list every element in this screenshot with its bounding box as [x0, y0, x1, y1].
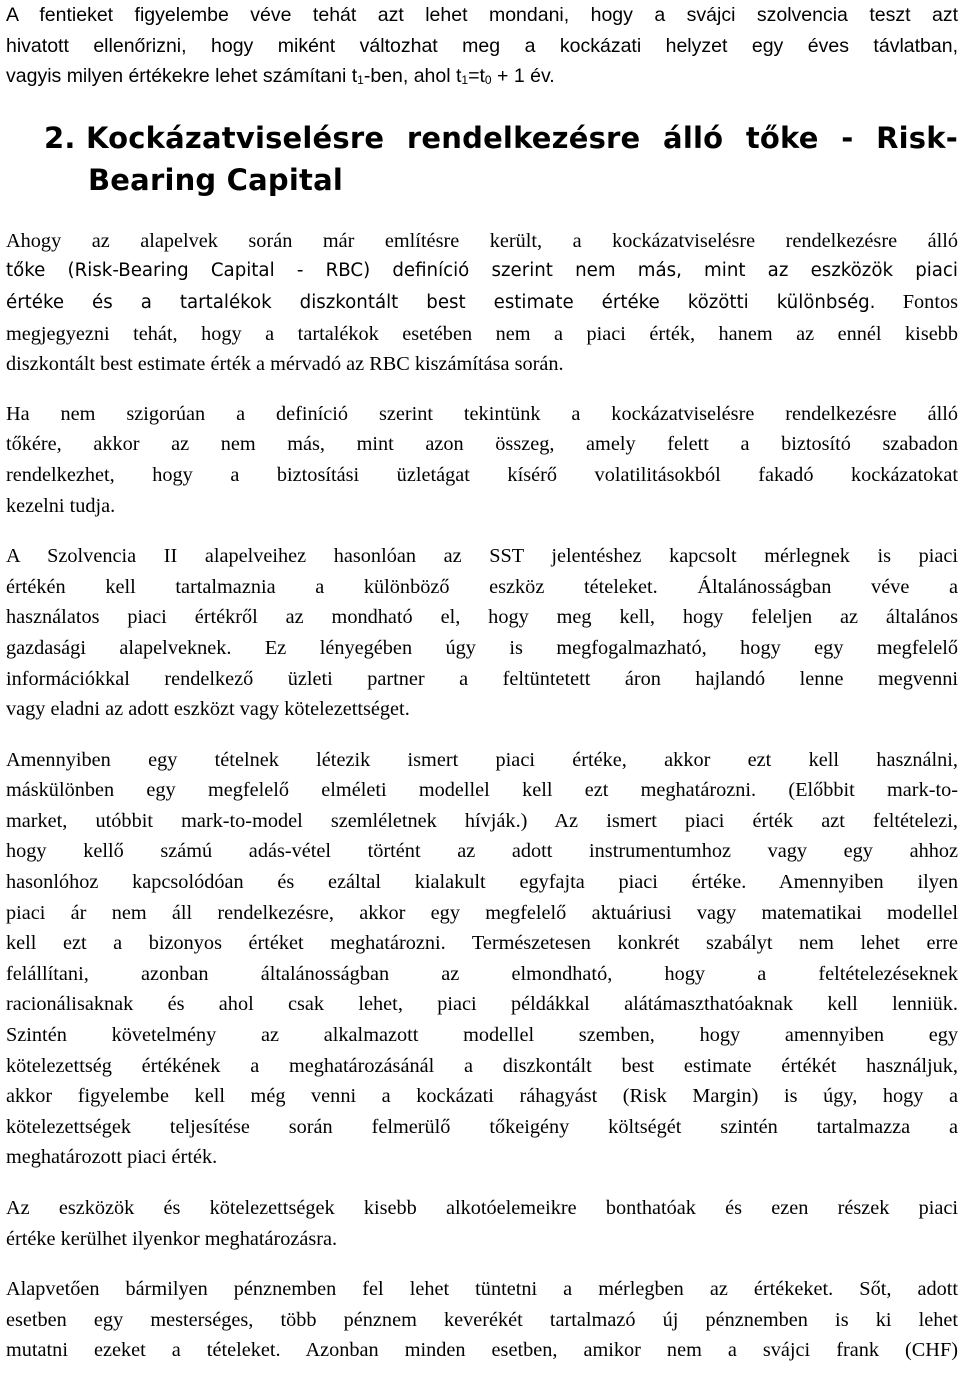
section-title-line: Bearing Capital [88, 162, 344, 197]
text-line: értéke kerülhet ilyenkor meghatározásra. [6, 1227, 338, 1250]
text-line: rendelkezhet, hogy a biztosítási üzletágat kísérő volatilitásokból fakadó kockázatokat [6, 463, 958, 486]
text-line: akkor figyelembe kell még venni a kockázati ráhagyást (Risk Margin) is úgy, hogy a [6, 1085, 958, 1108]
text-line: hasonlóhoz kapcsolódóan és ezáltal kialakult egyfajta piaci értéke. Amennyiben ilyen [6, 871, 958, 894]
paragraph [6, 1274, 958, 1366]
text-line: diszkontált best estimate érték a mérvadó az RBC kiszámítása során. [6, 353, 564, 376]
section-number: 2. [44, 120, 76, 155]
text-line: gazdasági alapelveknek. Ez lényegében úgy is megfogalmazható, hogy egy megfelelő [6, 636, 958, 659]
text-line: Ahogy az alapelvek során már említésre került, a kockázatviselésre rendelkezésre álló [6, 229, 958, 252]
text-line: Szintén követelmény az alkalmazott modellel szemben, hogy amennyiben egy [6, 1024, 958, 1047]
text-line: kötelezettségek teljesítése során felmerülő tőkeigény költségét szintén tartalmazza a [6, 1115, 958, 1138]
text-line: máskülönben egy megfelelő elméleti modellel kell ezt meghatározni. (Előbbit mark-to- [6, 779, 958, 802]
text-line: Az eszközök és kötelezettségek kisebb alkotóelemeikre bonthatóak és ezen részek piaci [6, 1197, 958, 1219]
text-line: A Szolvencia II alapelveihez hasonlóan az SST jelentéshez kapcsolt mérlegnek is piaci [6, 545, 958, 568]
text-line: értékén kell tartalmaznia a különböző eszköz tételeket. Általánosságban véve a [6, 575, 958, 598]
text-line: értéke és a tartalékok diszkontált best estimate értéke közötti különbség. Fontos [6, 290, 958, 313]
text-line: market, utóbbit mark-to-model szemléletnek hívják.) Az ismert piaci érték azt feltételezi, [6, 809, 958, 832]
text-line: kötelezettség értékének a meghatározásánál a diszkontált best estimate értékét használjuk, [6, 1054, 958, 1077]
text-line: racionálisaknak és ahol csak lehet, piaci példákkal alátámaszthatóaknak kell lenniük. [6, 993, 958, 1016]
intro-line: hivatott ellenőrizni, hogy miként változhat meg a kockázati helyzet egy éves távlatban, [6, 34, 958, 57]
text-line: piaci ár nem áll rendelkezésre, akkor egy megfelelő aktuáriusi vagy matematikai modellel [6, 901, 958, 924]
paragraph [6, 1193, 958, 1254]
text-line: felállítani, azonban általánosságban az elmondható, hogy a feltételezéseknek [6, 962, 958, 985]
paragraph [6, 745, 958, 1173]
text-line: Ha nem szigorúan a definíció szerint tekintünk a kockázatviselésre rendelkezésre álló [6, 402, 958, 425]
intro-line: A fentieket figyelembe véve tehát azt lehet mondani, hogy a svájci szolvencia teszt azt [6, 4, 958, 26]
document-page [6, 0, 958, 1366]
intro-line: vagyis milyen értékekre lehet számítani $t_1$-ben, ahol $t_1=t_0 + 1$ év. [6, 65, 555, 88]
text-line: használatos piaci értékről az mondható el, hogy meg kell, hogy feleljen az általános [6, 606, 958, 629]
paragraph [6, 399, 958, 521]
text-line: Alapvetően bármilyen pénznemben fel lehet tüntetni a mérlegben az értékeket. Sőt, adott [6, 1278, 958, 1301]
text-line: kell ezt a bizonyos értéket meghatározni. Természetesen konkrét szabályt nem lehet erre [6, 932, 958, 955]
text-line: információkkal rendelkező üzleti partner a feltüntetett áron hajlandó lenne megvenni [6, 667, 958, 690]
section-heading [6, 116, 958, 202]
text-line: Amennyiben egy tételnek létezik ismert piaci értéke, akkor ezt kell használni, [6, 748, 958, 771]
text-line: tőkére, akkor az nem más, mint azon összeg, amely felett a biztosító szabadon [6, 433, 958, 456]
text-line: megjegyezni tehát, hogy a tartalékok esetében nem a piaci érték, hanem az ennél kisebb [6, 322, 958, 345]
text-line: esetben egy mesterséges, több pénznem keverékét tartalmazó új pénznemben is ki lehet [6, 1308, 958, 1331]
text-line: vagy eladni az adott eszközt vagy kötelezettséget. [6, 698, 410, 721]
intro-paragraph [6, 0, 958, 92]
section-title-line: Kockázatviselésre rendelkezésre álló tőke - Risk- [86, 120, 958, 155]
paragraph [6, 226, 958, 380]
text-line: tőke (Risk-Bearing Capital - RBC) definíció szerint nem más, mint az eszközök piaci [6, 260, 958, 282]
text-line: mutatni ezeket a tételeket. Azonban minden esetben, amikor nem a svájci frank (CHF) [6, 1339, 958, 1362]
text-line: meghatározott piaci érték. [6, 1146, 218, 1169]
text-line: kezelni tudja. [6, 494, 116, 517]
text-line: hogy kellő számú adás-vétel történt az adott instrumentumhoz vagy egy ahhoz [6, 840, 958, 863]
paragraph [6, 541, 958, 725]
